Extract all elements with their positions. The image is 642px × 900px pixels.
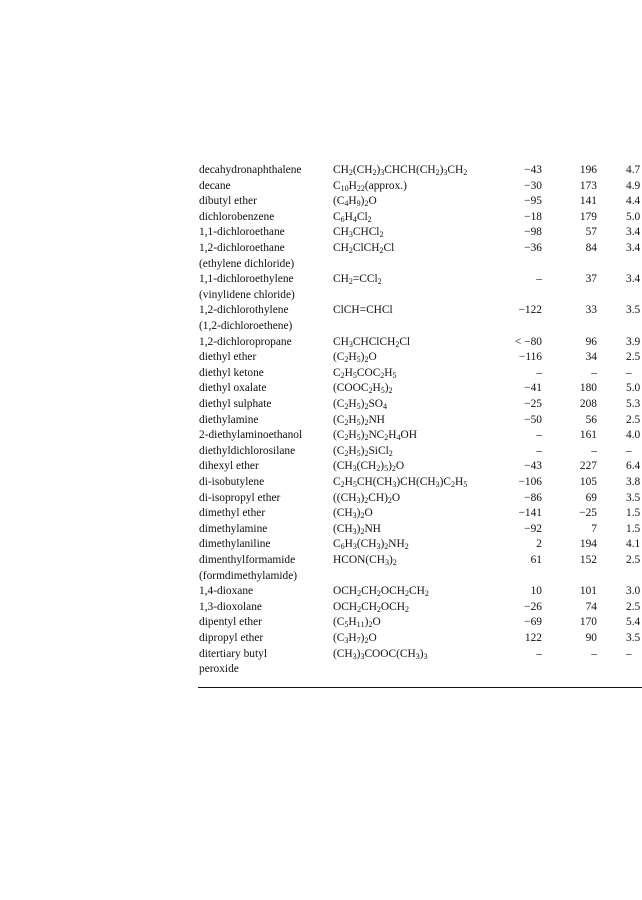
table-row [0,209,642,225]
melting-point: −116 [518,351,542,364]
chemical-formula: $C_6H_4Cl_2$ [333,210,372,224]
melting-point: −36 [524,242,542,254]
table-row [0,661,642,677]
chemical-formula: $OCH_2CH_2OCH_2$ [333,600,409,614]
chemical-formula: $(CH_3)_2O$ [333,507,373,521]
table-row [0,630,642,646]
compound-name: 1,2-dichloropropane [199,335,292,348]
boiling-point: 57 [585,226,597,239]
vapour-density: 3.8 [626,476,641,488]
melting-point: −18 [524,210,542,223]
chemical-formula: $CH_2=CCl_2$ [333,273,382,287]
vapour-density: 4.1 [626,538,641,551]
vapour-density: 3.5 [626,491,641,504]
chemical-formula: $(C_2H_5)_2SiCl_2$ [333,444,393,458]
table-row [0,583,642,599]
boiling-point: 7 [591,522,597,535]
vapour-density: 4.7 [626,164,641,176]
table-row [0,256,642,272]
vapour-density: 5.0 [626,210,641,223]
melting-point: – [536,647,542,660]
compound-name: decane [199,179,231,192]
melting-point: – [536,273,542,286]
melting-point: −122 [518,304,542,317]
boiling-point: 152 [579,554,597,566]
boiling-point: 34 [585,351,597,364]
chemical-formula: $C_2H_5CH(CH_3)CH(CH_3)C_2H_5$ [333,476,468,489]
table-row [0,380,642,396]
compound-name: dihexyl ether [199,460,259,473]
vapour-density: 2.5 [626,554,641,566]
compound-name: 1,2-dichloroethane [199,242,285,254]
melting-point: −43 [524,164,542,176]
compound-name: 1,3-dioxolane [199,600,262,613]
vapour-density: 1.5 [626,507,641,520]
chemical-formula: ClCH=CHCl [333,304,393,317]
vapour-density: 5.4 [626,616,641,629]
compound-name: diethyl oxalate [199,382,267,395]
table-row [0,412,642,428]
boiling-point: 141 [579,195,597,208]
melting-point: 2 [536,538,542,551]
melting-point: −43 [524,460,542,473]
vapour-density: 3.4 [626,273,641,286]
vapour-density: 3.0 [626,585,641,598]
boiling-point: 180 [579,382,597,395]
compound-name: (1,2-dichloroethene) [199,320,293,332]
vapour-density: 3.5 [626,304,641,317]
compound-name: dimethylamine [199,522,268,535]
vapour-density: 2.5 [626,600,641,613]
melting-point: −50 [524,413,542,426]
chemical-formula: $OCH_2CH_2OCH_2CH_2$ [333,585,429,599]
table-row [0,287,642,303]
chemical-formula: $(C_2H_5)_2NC_2H_4OH$ [333,429,417,443]
vapour-density: 2.5 [626,413,641,426]
melting-point: – [536,366,542,379]
table-row [0,302,642,318]
table-row [0,193,642,209]
chemical-formula: $(COOC_2H_5)_2$ [333,382,393,396]
compound-name: dipropyl ether [199,632,264,644]
chemical-formula: $(C_3H_7)_2O$ [333,632,377,645]
vapour-density: 3.4 [626,226,641,239]
table-row [0,614,642,630]
compound-name: diethyldichlorosilane [199,444,296,457]
boiling-point: 84 [585,242,597,254]
melting-point: 61 [530,554,542,566]
vapour-density: 6.4 [626,460,641,473]
chemical-formula: $HCON(CH_3)_2$ [333,554,397,567]
table-row [0,458,642,474]
compound-name: 1,2-dichlorothylene [199,304,289,317]
boiling-point: 161 [579,429,597,442]
melting-point: −141 [518,507,542,520]
melting-point: −98 [524,226,542,239]
compound-name: diethyl sulphate [199,398,272,410]
vapour-density: 2.5 [626,351,641,364]
chemical-formula: $(C_2H_5)_2NH$ [333,413,385,427]
compound-name: diethylamine [199,413,259,426]
vapour-density: – [626,366,632,379]
table-row [0,224,642,240]
table-row [0,427,642,443]
boiling-point: 69 [585,491,597,504]
compound-name: 2-diethylaminoethanol [199,429,303,442]
chemical-formula: $(C_5H_{11})_2O$ [333,616,381,630]
melting-point: 10 [530,585,542,598]
compound-name: di-isobutylene [199,476,265,488]
chemical-formula: $CH_3CHCl_2$ [333,226,384,240]
table-row [0,396,642,412]
compound-name: decahydronaphthalene [199,164,302,176]
melting-point: −26 [524,600,542,613]
compound-name: (vinylidene chloride) [199,288,295,301]
melting-point: −69 [524,616,542,629]
boiling-point: 101 [579,585,597,598]
melting-point: −95 [524,195,542,208]
chemical-formula: $CH_2ClCH_2Cl$ [333,242,395,255]
compound-name: diethyl ether [199,351,257,364]
chemical-formula: $C_6H_3(CH_3)_2NH_2$ [333,538,409,552]
table-row [0,552,642,568]
melting-point: −41 [524,382,542,395]
chemical-formula: $(CH_3)_2NH$ [333,522,381,536]
boiling-point: 96 [585,335,597,348]
table-row [0,536,642,552]
vapour-density: 4.4 [626,195,641,208]
compound-name: peroxide [199,663,239,676]
compound-name: (ethylene dichloride) [199,257,295,270]
boiling-point: 33 [585,304,597,317]
boiling-point: 196 [579,164,597,176]
boiling-point: 56 [585,413,597,426]
boiling-point: 90 [585,632,597,644]
boiling-point: – [591,444,597,457]
table-row [0,599,642,615]
boiling-point: 208 [579,398,597,410]
chemical-formula: $((CH_3)_2CH)_2O$ [333,491,401,505]
boiling-point: – [591,366,597,379]
boiling-point: 105 [579,476,597,488]
chemical-formula: $(C_4H_9)_2O$ [333,195,377,209]
boiling-point: 74 [585,600,597,613]
compound-name: ditertiary butyl [199,647,268,660]
chemical-formula: $CH_2(CH_2)_3CHCH(CH_2)_3CH_2$ [333,164,468,177]
compound-name: dipentyl ether [199,616,262,629]
compound-name: (formdimethylamide) [199,569,298,582]
compound-name: dichlorobenzene [199,210,275,223]
melting-point: – [536,444,542,457]
table-row [0,568,642,584]
chemical-formula: $(C_2H_5)_2O$ [333,351,377,365]
compound-name: di-isopropyl ether [199,491,281,504]
table-row [0,271,642,287]
melting-point: −106 [518,476,542,488]
boiling-point: 194 [579,538,597,551]
melting-point: −25 [524,398,542,410]
table-bottom-rule [198,687,642,688]
chemical-formula: $(CH_3)_3COOC(CH_3)_3$ [333,647,428,661]
melting-point: – [536,429,542,442]
table-row [0,240,642,256]
vapour-density: 4.9 [626,179,641,192]
vapour-density: 3.9 [626,335,641,348]
table-row [0,318,642,334]
melting-point: −30 [524,179,542,192]
chemical-formula: $(CH_3(CH_2)_5)_2O$ [333,460,405,474]
boiling-point: – [591,647,597,660]
vapour-density: 3.4 [626,242,641,254]
chemical-formula: $CH_3CHClCH_2Cl$ [333,335,411,349]
table-row [0,490,642,506]
boiling-point: 173 [579,179,597,192]
vapour-density: 3.5 [626,632,641,644]
vapour-density: 5.3 [626,398,641,410]
compound-name: dimethylaniline [199,538,271,551]
table-row [0,521,642,537]
table-row [0,349,642,365]
table-row [0,505,642,521]
chemical-formula: $C_{10}H_{22}(approx.)$ [333,179,407,193]
compound-name: dimethyl ether [199,507,266,520]
boiling-point: 179 [579,210,597,223]
table-row [0,178,642,194]
compound-name: dimenthylformamide [199,554,296,566]
table-row [0,365,642,381]
vapour-density: – [626,647,632,660]
compound-name: 1,4-dioxane [199,585,254,598]
compound-name: dibutyl ether [199,195,257,208]
vapour-density: 5.0 [626,382,641,395]
vapour-density: 1.5 [626,522,641,535]
melting-point: −92 [524,522,542,535]
boiling-point: −25 [579,507,597,520]
melting-point: < −80 [514,335,542,348]
boiling-point: 170 [579,616,597,629]
melting-point: 122 [524,632,542,644]
chemical-formula: $C_2H_5COC_2H_5$ [333,366,397,380]
compound-name: 1,1-dichloroethane [199,226,285,239]
compound-name: 1,1-dichloroethylene [199,273,294,286]
melting-point: −86 [524,491,542,504]
table-row [0,162,642,178]
table-row [0,474,642,490]
boiling-point: 37 [585,273,597,286]
vapour-density: – [626,444,632,457]
compound-name: diethyl ketone [199,366,264,379]
table-row [0,646,642,662]
table-row [0,334,642,350]
vapour-density: 4.0 [626,429,641,442]
table-row [0,443,642,459]
boiling-point: 227 [579,460,597,473]
chemical-formula: $(C_2H_5)_2SO_4$ [333,398,388,411]
